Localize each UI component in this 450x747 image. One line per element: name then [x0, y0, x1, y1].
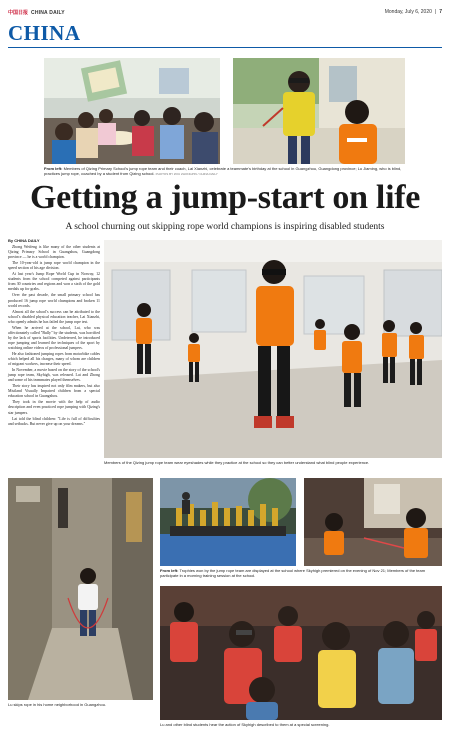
trophies-photo — [160, 478, 296, 566]
screening-photo — [160, 586, 442, 720]
article-paragraph: Lai told the blind children: "Life is full of difficulties and setbacks. But never give up on your dreams." — [8, 416, 100, 426]
birthday-illustration — [44, 58, 220, 164]
left-photo-caption: Lu skips rope in his home neighborhood in Guangzhou. — [8, 702, 107, 707]
middle-caption-lead: From left: — [160, 568, 179, 573]
bottom-photo-caption: Lu and other blind students hear the action of Skyhigh described to them at a special screening. — [160, 722, 330, 727]
masthead — [8, 9, 442, 19]
neighborhood-illustration — [8, 478, 153, 700]
masthead-right — [385, 9, 442, 15]
middle-caption-text: Trophies won by the jump rope team are displayed at the school where Skyhigh premiered on the evening of Nov 21; Members of the team participate in a morning training session at the school. — [160, 568, 426, 578]
article-paragraph: In November, a movie based on the story of the school's jump rope team, Skyhigh, was released. Lai and Zhong and some of his teammates played themselves. — [8, 368, 100, 383]
paper-chinese-name: 中国日报 — [8, 10, 29, 16]
section-rule — [8, 47, 442, 48]
article-paragraph: When he arrived at the school, Lai, who was affectionately called "Bully" by the students, was horrified by the lack of sports facilities. Undeterred, he introduced rope jumping and learned the techniques of the sport by watching online videos of professional jumpers. — [8, 325, 100, 350]
article-body — [8, 238, 100, 428]
morning-training-illustration — [304, 478, 442, 566]
top-caption-lead: From left: — [44, 166, 63, 171]
section-title: CHINA — [8, 21, 81, 45]
masthead-divider: | — [434, 9, 437, 15]
issue-date: Monday, July 6, 2020 — [384, 9, 432, 15]
main-training-illustration — [104, 240, 442, 458]
article-paragraph: The 10-year-old is jump rope world champion in the speed section of his age division. — [8, 261, 100, 271]
practice-illustration — [233, 58, 405, 164]
trophies-illustration — [160, 478, 296, 566]
masthead-left — [8, 9, 65, 16]
top-caption-credit: PHOTOS BY ZOU ZHONGPIN / CHINA DAILY — [155, 172, 218, 176]
paper-name: CHINA DAILY — [31, 9, 65, 16]
top-photo-caption — [44, 166, 405, 177]
practice-photo — [233, 58, 405, 164]
page-number: 7 — [439, 9, 442, 15]
screening-illustration — [160, 586, 442, 720]
article-paragraph: Their story has inspired not only film makers, but also Mistland Visually Impaired children from a special education school in Guangzhou. — [8, 384, 100, 399]
article-paragraph: Zhong Weifeng is like many of the other students at Qizing Primary School in Guangzhou, Guangdong province — he is a world champion. — [8, 245, 100, 260]
article-paragraph: At last year's Jump Rope World Cup in Norway, 12 students from the school competed against participants from 30 countries and regions and won a sixth of the gold medals up for grabs. — [8, 272, 100, 292]
article-paragraph: Over the past decade, the small primary school has produced 16 jump rope world champions and broken 11 world records. — [8, 293, 100, 308]
main-training-photo — [104, 240, 442, 458]
article-paragraph: He also fashioned jumping ropes from motorbike cables which helped all his charges, many of whom are children of migrant workers, increase their speed. — [8, 351, 100, 367]
article-paragraph: They took in the movie with the help of audio description and even practiced rope jumping with Qizing's star jumpers. — [8, 400, 100, 415]
middle-photo-caption — [160, 568, 442, 578]
headline: Getting a jump-start on life — [29, 179, 421, 216]
byline: By CHINA DAILY — [8, 238, 40, 243]
main-photo-caption: Members of the Qizing jump rope team wear eyeshades while they practice at the school so they can better understand what blind people experience. — [104, 460, 370, 465]
article-paragraph: Almost all the school's success can be attributed to the school's disabled physical education teacher, Lai Xianzhi, who openly admits he has failed the jump rope test. — [8, 309, 100, 324]
birthday-photo — [44, 58, 220, 164]
morning-training-photo — [304, 478, 442, 566]
subhead: A school churning out skipping rope world champions is inspiring disabled students — [65, 222, 385, 232]
top-caption-text: Members of Qizing Primary School's jump rope team and their coach, Lai Xianzhi, celebrate a teammate's birthday at the school in Guangzhou, Guangdong province; Lu Jiaming, who is blind, practices jump rope, coached by a student from Qizing school. — [44, 166, 402, 176]
neighborhood-photo — [8, 478, 153, 700]
